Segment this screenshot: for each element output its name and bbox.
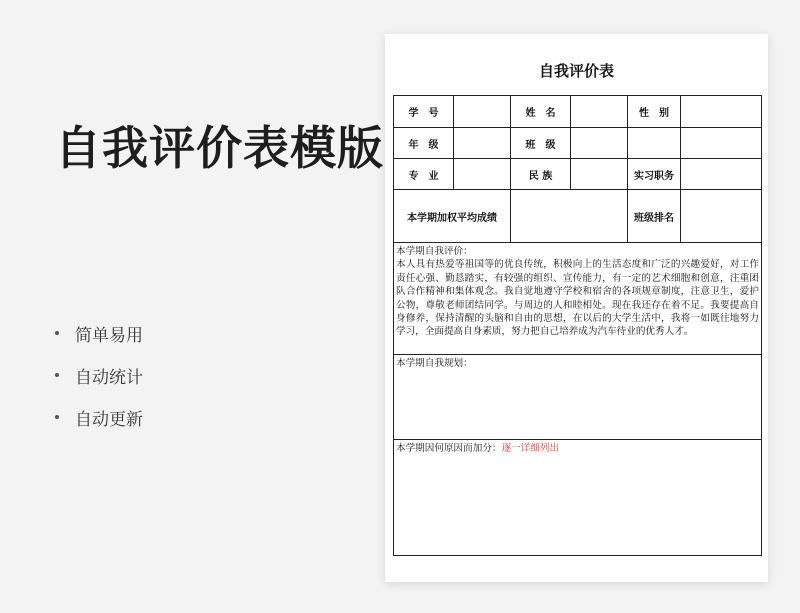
feature-item	[55, 354, 143, 396]
sheet-title: 自我评价表	[538, 62, 614, 80]
promo-title: 自我评价表模版	[55, 121, 384, 175]
student-id-field[interactable]	[454, 96, 511, 128]
grade-field[interactable]	[454, 128, 511, 159]
major-label: 专 业	[394, 159, 454, 190]
self-plan-heading: 本学期自我规划：	[396, 358, 473, 369]
table-row	[394, 355, 762, 440]
grade-label: 年 级	[394, 128, 454, 159]
evaluation-form-table	[393, 95, 762, 556]
feature-label: 自动更新	[75, 409, 143, 430]
self-plan-cell[interactable]	[394, 355, 762, 440]
bullet-icon	[55, 331, 59, 335]
empty-cell	[628, 128, 681, 159]
feature-label: 简单易用	[75, 325, 143, 346]
self-evaluation-heading: 本学期自我评价：	[396, 246, 473, 257]
table-row	[394, 159, 762, 190]
bonus-points-hint: 逐一详细列出	[501, 443, 560, 454]
class-rank-field[interactable]	[681, 190, 762, 243]
class-field[interactable]	[571, 128, 628, 159]
feature-item	[55, 396, 143, 438]
bullet-icon	[55, 415, 59, 419]
class-rank-label: 班级排名	[628, 190, 681, 243]
name-field[interactable]	[571, 96, 628, 128]
bullet-icon	[55, 373, 59, 377]
bonus-points-heading: 本学期因何原因而加分：	[396, 443, 502, 454]
gender-field[interactable]	[681, 96, 762, 128]
bonus-points-cell[interactable]	[394, 440, 762, 556]
internship-role-label: 实习职务	[628, 159, 681, 190]
self-evaluation-text: 本人具有热爱等祖国等的优良传统，积极向上的生活态度和广泛的兴趣爱好，对工作责任心强、勤恳踏实，有较强的组织、宣传能力，有一定的艺术细胞和创意，注重团队合作精神和集体观念。我自觉地遵守学校和宿舍的各项规章制度，注意卫生，爱护公物，尊敬老师团结同学。与周边的人和睦相处。现在我还存在着不足。我要提高自身修养，保持清醒的头脑和自由的思想，在以后的大学生活中，我将一如既往地努力学习，全面提高自身素质，努力把自己培养成为汽车待业的优秀人才。	[396, 259, 759, 338]
major-field[interactable]	[454, 159, 511, 190]
table-row	[394, 96, 762, 128]
table-row	[394, 190, 762, 243]
name-label: 姓 名	[511, 96, 571, 128]
feature-label: 自动统计	[75, 367, 143, 388]
empty-cell	[681, 128, 762, 159]
student-id-label: 学 号	[394, 96, 454, 128]
self-evaluation-cell[interactable]	[394, 243, 762, 355]
table-row	[394, 128, 762, 159]
table-row	[394, 243, 762, 355]
gpa-label: 本学期加权平均成绩	[394, 190, 511, 243]
form-sheet	[385, 34, 768, 582]
class-label: 班 级	[511, 128, 571, 159]
ethnicity-field[interactable]	[571, 159, 628, 190]
table-row	[394, 440, 762, 556]
gender-label: 性 别	[628, 96, 681, 128]
gpa-field[interactable]	[511, 190, 628, 243]
internship-role-field[interactable]	[681, 159, 762, 190]
feature-list	[55, 312, 143, 438]
feature-item	[55, 312, 143, 354]
ethnicity-label: 民 族	[511, 159, 571, 190]
